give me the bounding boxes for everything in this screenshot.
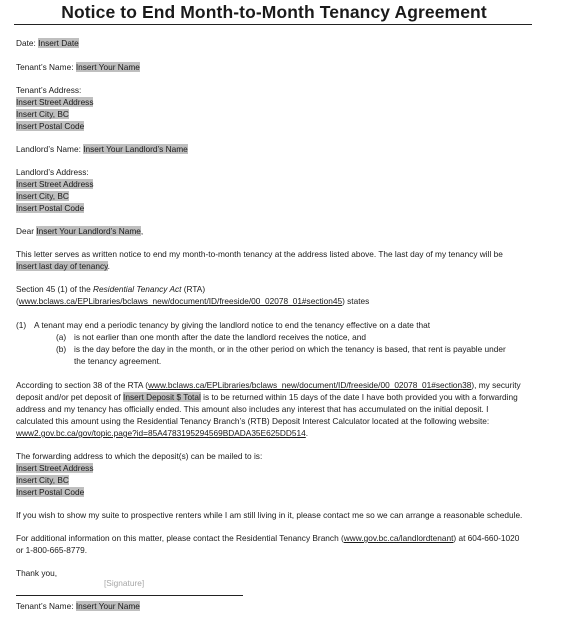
clause-a-label: (a) [56,332,67,342]
date-line [16,38,79,49]
section45-suffix: (RTA) [183,284,206,294]
deposit-line-4: calculated this amount using the Residential Tenancy Branch’s (RTB) Deposit Interest Calculator located at the following website: [16,416,490,426]
salutation-comma: , [140,226,144,236]
notice-period: . [107,261,110,271]
deposit-l5-suffix: . [305,428,309,438]
showing-paragraph: If you wish to show my suite to prospective renters while I am still living in it, please contact me so we can arrange a reasonable schedule. [16,510,523,520]
deposit-line-3: address and my tenancy has officially ended. This amount also includes any interest that has accumulated on the initial deposit. I [16,404,489,414]
tenant-city-field[interactable]: Insert City, BC [16,109,69,119]
tenant-street-field[interactable]: Insert Street Address [16,97,94,107]
clause-b-line [56,344,506,355]
clause-a-line [56,332,366,343]
section45-act: Residential Tenancy Act [93,284,182,294]
clause-1-line [16,320,431,331]
signature-placeholder[interactable]: [Signature] [104,578,145,588]
additional-line-2: or 1-800-665-8779. [16,545,88,555]
tenant-name-label: Tenant’s Name: [16,62,74,72]
signature-line [16,595,243,596]
landlord-address-label: Landlord’s Address: [16,167,89,177]
deposit-l2-prefix: deposit and/or pet deposit of [16,392,121,402]
deposit-l1-prefix: According to section 38 of the RTA ( [16,380,149,390]
clause-text: A tenant may end a periodic tenancy by giving the landlord notice to end the tenancy effective on a date that [34,320,431,330]
section38-link[interactable]: www.bclaws.ca/EPLibraries/bclaws_new/document/ID/freeside/00_02078_01#section38 [148,380,472,390]
salutation-line [16,226,143,237]
forwarding-street-field[interactable]: Insert Street Address [16,463,94,473]
deposit-line-2 [16,392,518,403]
clause-number: (1) [16,320,27,330]
deposit-line-5 [16,428,308,439]
clause-b-text-2: the tenancy agreement. [74,356,162,366]
date-label: Date: [16,38,36,48]
footer-name-line [16,601,140,612]
landlord-city-field[interactable]: Insert City, BC [16,191,69,201]
last-day-field[interactable]: Insert last day of tenancy [16,261,108,271]
landlord-postal-field[interactable]: Insert Postal Code [16,203,85,213]
forwarding-city-field[interactable]: Insert City, BC [16,475,69,485]
additional-line-1 [16,533,519,544]
salutation-prefix: Dear [16,226,34,236]
forwarding-postal-field[interactable]: Insert Postal Code [16,487,85,497]
section45-prefix: Section 45 (1) of the [16,284,91,294]
landlord-name-label: Landlord’s Name: [16,144,81,154]
notice-line-1: This letter serves as written notice to end my month-to-month tenancy at the address listed above. The last day of my tenancy will be [16,249,503,259]
document-title: Notice to End Month-to-Month Tenancy Agreement [61,2,487,22]
tenant-address-label: Tenant’s Address: [16,85,82,95]
closing-text: Thank you, [16,568,58,578]
landlord-name-line [16,144,188,155]
deposit-calculator-link[interactable]: www2.gov.bc.ca/gov/topic.page?id=85A4783195294569BDADA35E625DD514 [16,428,306,438]
additional-l1-suffix: ) at 604-660-1020 [453,533,520,543]
clause-a-text: is not earlier than one month after the date the landlord receives the notice, and [74,332,366,342]
tenant-name-field[interactable]: Insert Your Name [75,62,140,72]
footer-name-label: Tenant’s Name: [16,601,74,611]
clause-b-label: (b) [56,344,67,354]
tenant-name-line [16,62,140,73]
footer-name-field[interactable]: Insert Your Name [75,601,140,611]
notice-line-2 [16,261,110,272]
rtb-link[interactable]: www.gov.bc.ca/landlordtenant [343,533,454,543]
landlord-name-field[interactable]: Insert Your Landlord’s Name [83,144,188,154]
title-underline [14,24,532,25]
section45-link[interactable]: www.bclaws.ca/EPLibraries/bclaws_new/document/ID/freeside/00_02078_01#section45 [18,296,343,306]
section45-link-open: ( [16,296,19,306]
section45-line-2 [16,296,369,307]
landlord-street-field[interactable]: Insert Street Address [16,179,94,189]
forwarding-label: The forwarding address to which the deposit(s) can be mailed to is: [16,451,263,461]
tenant-postal-field[interactable]: Insert Postal Code [16,121,85,131]
date-field[interactable]: Insert Date [38,38,79,48]
deposit-l2-suffix: is to be returned within 15 days of the date I have both provided you with a forwarding [203,392,518,402]
additional-l1-prefix: For additional information on this matter, please contact the Residential Tenancy Branch ( [16,533,344,543]
deposit-line-1 [16,380,521,391]
deposit-l1-suffix: ), my security [471,380,521,390]
salutation-name-field[interactable]: Insert Your Landlord’s Name [36,226,141,236]
section45-link-close: ) states [342,296,370,306]
clause-b-text-1: is the day before the day in the month, or in the other period on which the tenancy is based, that rent is payable under [74,344,506,354]
deposit-total-field[interactable]: Insert Deposit $ Total [123,392,201,402]
section45-line-1 [16,284,205,295]
